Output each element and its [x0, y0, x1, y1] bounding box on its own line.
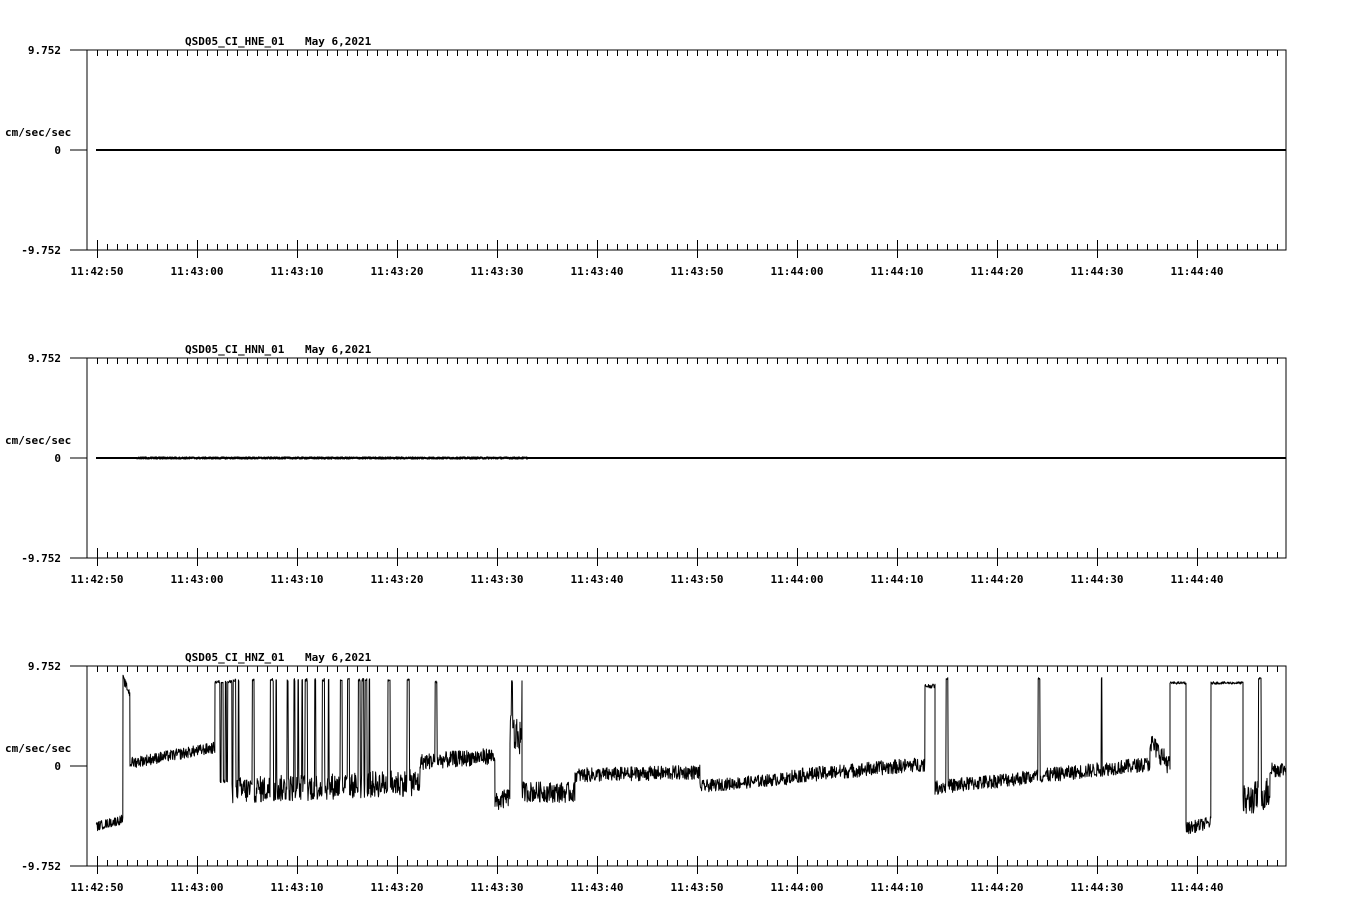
- panel-date: May 6,2021: [305, 35, 372, 48]
- x-tick-label: 11:44:00: [770, 573, 824, 586]
- panel-date: May 6,2021: [305, 651, 372, 664]
- x-tick-label: 11:43:10: [270, 265, 324, 278]
- x-tick-label: 11:44:10: [870, 573, 924, 586]
- y-tick-label: -9.752: [21, 244, 61, 257]
- x-tick-label: 11:43:20: [370, 881, 424, 894]
- y-tick-label: 9.752: [27, 44, 61, 57]
- y-tick-label: 0: [54, 452, 61, 465]
- x-tick-label: 11:44:40: [1170, 265, 1224, 278]
- x-tick-label: 11:44:00: [770, 881, 824, 894]
- x-tick-label: 11:44:20: [970, 881, 1024, 894]
- x-tick-label: 11:43:50: [670, 881, 724, 894]
- x-tick-label: 11:43:50: [670, 573, 724, 586]
- x-tick-label: 11:44:20: [970, 573, 1024, 586]
- y-axis-label: cm/sec/sec: [5, 434, 72, 447]
- x-tick-label: 11:43:20: [370, 573, 424, 586]
- y-axis-label: cm/sec/sec: [5, 742, 72, 755]
- x-tick-label: 11:44:30: [1070, 881, 1124, 894]
- y-tick-label: 0: [54, 760, 61, 773]
- panel-qsd05_ci_hnz_01: [5, 651, 1286, 894]
- x-tick-label: 11:43:10: [270, 573, 324, 586]
- y-axis-label: cm/sec/sec: [5, 126, 72, 139]
- x-tick-label: 11:44:30: [1070, 265, 1124, 278]
- x-tick-label: 11:43:40: [570, 573, 624, 586]
- panel-qsd05_ci_hne_01: [5, 35, 1286, 278]
- x-tick-label: 11:43:00: [170, 573, 224, 586]
- panel-title: QSD05_CI_HNE_01: [185, 35, 285, 48]
- x-tick-label: 11:44:10: [870, 265, 924, 278]
- x-tick-label: 11:43:40: [570, 265, 624, 278]
- x-tick-label: 11:43:40: [570, 881, 624, 894]
- waveform-trace: [96, 675, 1286, 833]
- x-tick-label: 11:43:20: [370, 265, 424, 278]
- x-tick-label: 11:42:50: [70, 265, 124, 278]
- x-tick-label: 11:42:50: [70, 573, 124, 586]
- panel-title: QSD05_CI_HNN_01: [185, 343, 285, 356]
- x-tick-label: 11:44:10: [870, 881, 924, 894]
- y-tick-label: 9.752: [27, 660, 61, 673]
- y-tick-label: -9.752: [21, 552, 61, 565]
- y-tick-label: 0: [54, 144, 61, 157]
- x-tick-label: 11:44:20: [970, 265, 1024, 278]
- x-tick-label: 11:43:00: [170, 881, 224, 894]
- x-tick-label: 11:43:00: [170, 265, 224, 278]
- panel-date: May 6,2021: [305, 343, 372, 356]
- x-tick-label: 11:43:50: [670, 265, 724, 278]
- waveform-trace: [96, 457, 1286, 458]
- x-tick-label: 11:44:40: [1170, 573, 1224, 586]
- y-tick-label: -9.752: [21, 860, 61, 873]
- x-tick-label: 11:43:30: [470, 265, 524, 278]
- x-tick-label: 11:44:40: [1170, 881, 1224, 894]
- y-tick-label: 9.752: [27, 352, 61, 365]
- x-tick-label: 11:44:30: [1070, 573, 1124, 586]
- x-tick-label: 11:43:10: [270, 881, 324, 894]
- x-tick-label: 11:42:50: [70, 881, 124, 894]
- x-tick-label: 11:44:00: [770, 265, 824, 278]
- panel-qsd05_ci_hnn_01: [5, 343, 1286, 586]
- x-tick-label: 11:43:30: [470, 573, 524, 586]
- x-tick-label: 11:43:30: [470, 881, 524, 894]
- panel-title: QSD05_CI_HNZ_01: [185, 651, 285, 664]
